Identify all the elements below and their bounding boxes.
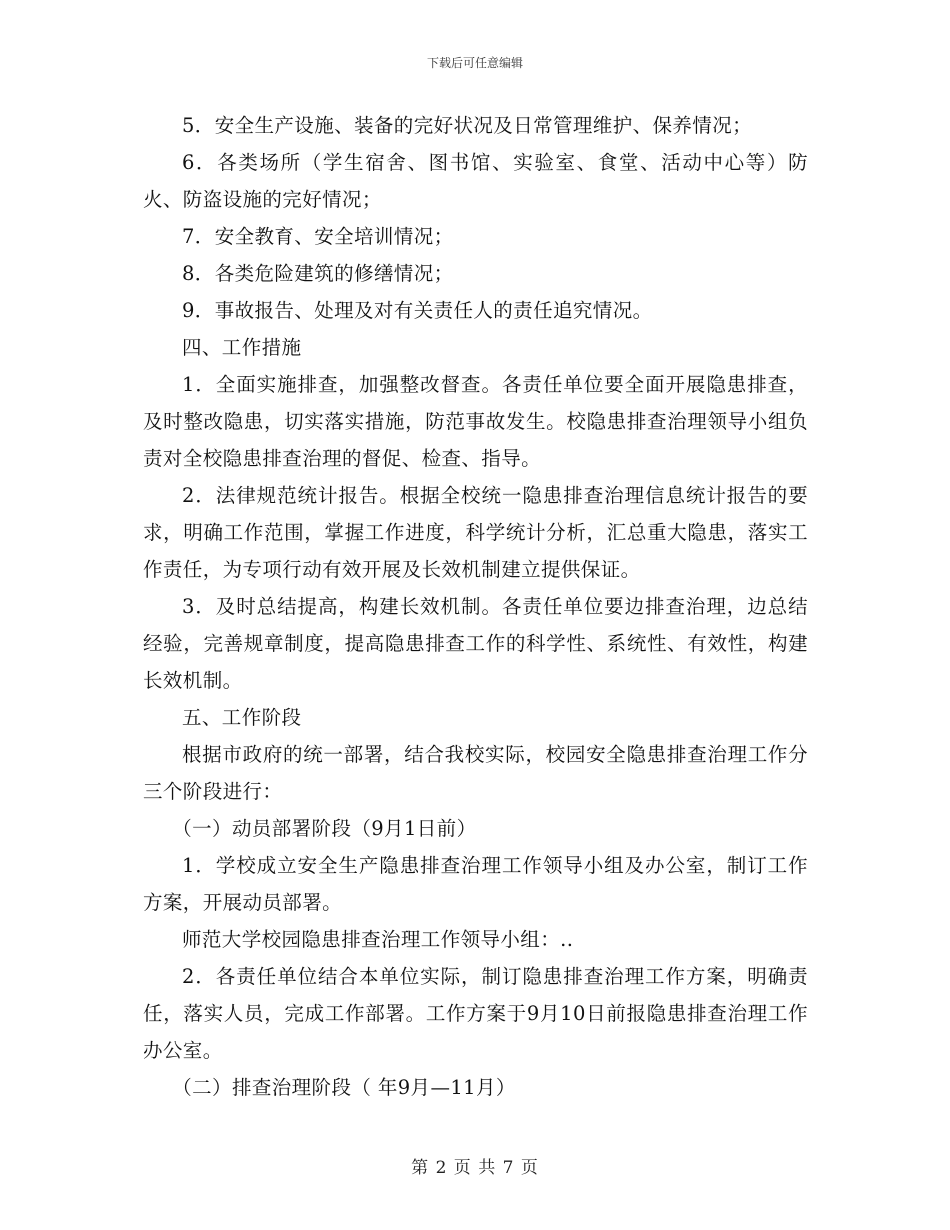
paragraph: 2．法律规范统计报告。根据全校统一隐患排查治理信息统计报告的要求，明确工作范围，掌握工作进度，科学统计分析，汇总重大隐患，落实工作责任，为专项行动有效开展及长效机制建立提供保证。 — [143, 484, 808, 581]
paragraph: 师范大学校园隐患排查治理工作领导小组：.. — [182, 928, 574, 951]
section-heading: 四、工作措施 — [182, 336, 302, 359]
paragraph: 7．安全教育、安全培训情况； — [182, 225, 454, 248]
page-number-footer: 第 2 页 共 7 页 — [411, 1158, 539, 1178]
paragraph: 6．各类场所（学生宿舍、图书馆、实验室、食堂、活动中心等）防火、防盗设施的完好情况； — [143, 151, 808, 211]
paragraph: 9．事故报告、处理及对有关责任人的责任追究情况。 — [182, 299, 653, 322]
paragraph: 2．各责任单位结合本单位实际，制订隐患排查治理工作方案，明确责任，落实人员，完成工作部署。工作方案于9月10日前报隐患排查治理工作办公室。 — [143, 965, 808, 1062]
paragraph: 根据市政府的统一部署，结合我校实际，校园安全隐患排查治理工作分三个阶段进行： — [143, 743, 808, 803]
paragraph: 3．及时总结提高，构建长效机制。各责任单位要边排查治理，边总结经验，完善规章制度，提高隐患排查工作的科学性、系统性、有效性，构建长效机制。 — [143, 595, 808, 692]
paragraph: 1．学校成立安全生产隐患排查治理工作领导小组及办公室，制订工作方案，开展动员部署。 — [143, 854, 808, 914]
paragraph: 8．各类危险建筑的修缮情况； — [182, 262, 454, 285]
subsection-heading: （二）排查治理阶段（ 年9月—11月） — [172, 1076, 516, 1099]
document-body — [143, 107, 808, 1106]
subsection-heading: （一）动员部署阶段（9月1日前） — [172, 817, 477, 840]
section-heading: 五、工作阶段 — [182, 706, 302, 729]
paragraph: 1．全面实施排查，加强整改督查。各责任单位要全面开展隐患排查，及时整改隐患，切实落实措施，防范事故发生。校隐患排查治理领导小组负责对全校隐患排查治理的督促、检查、指导。 — [143, 373, 808, 470]
paragraph: 5．安全生产设施、装备的完好状况及日常管理维护、保养情况； — [182, 114, 753, 137]
page-header-note: 下载后可任意编辑 — [426, 56, 523, 70]
